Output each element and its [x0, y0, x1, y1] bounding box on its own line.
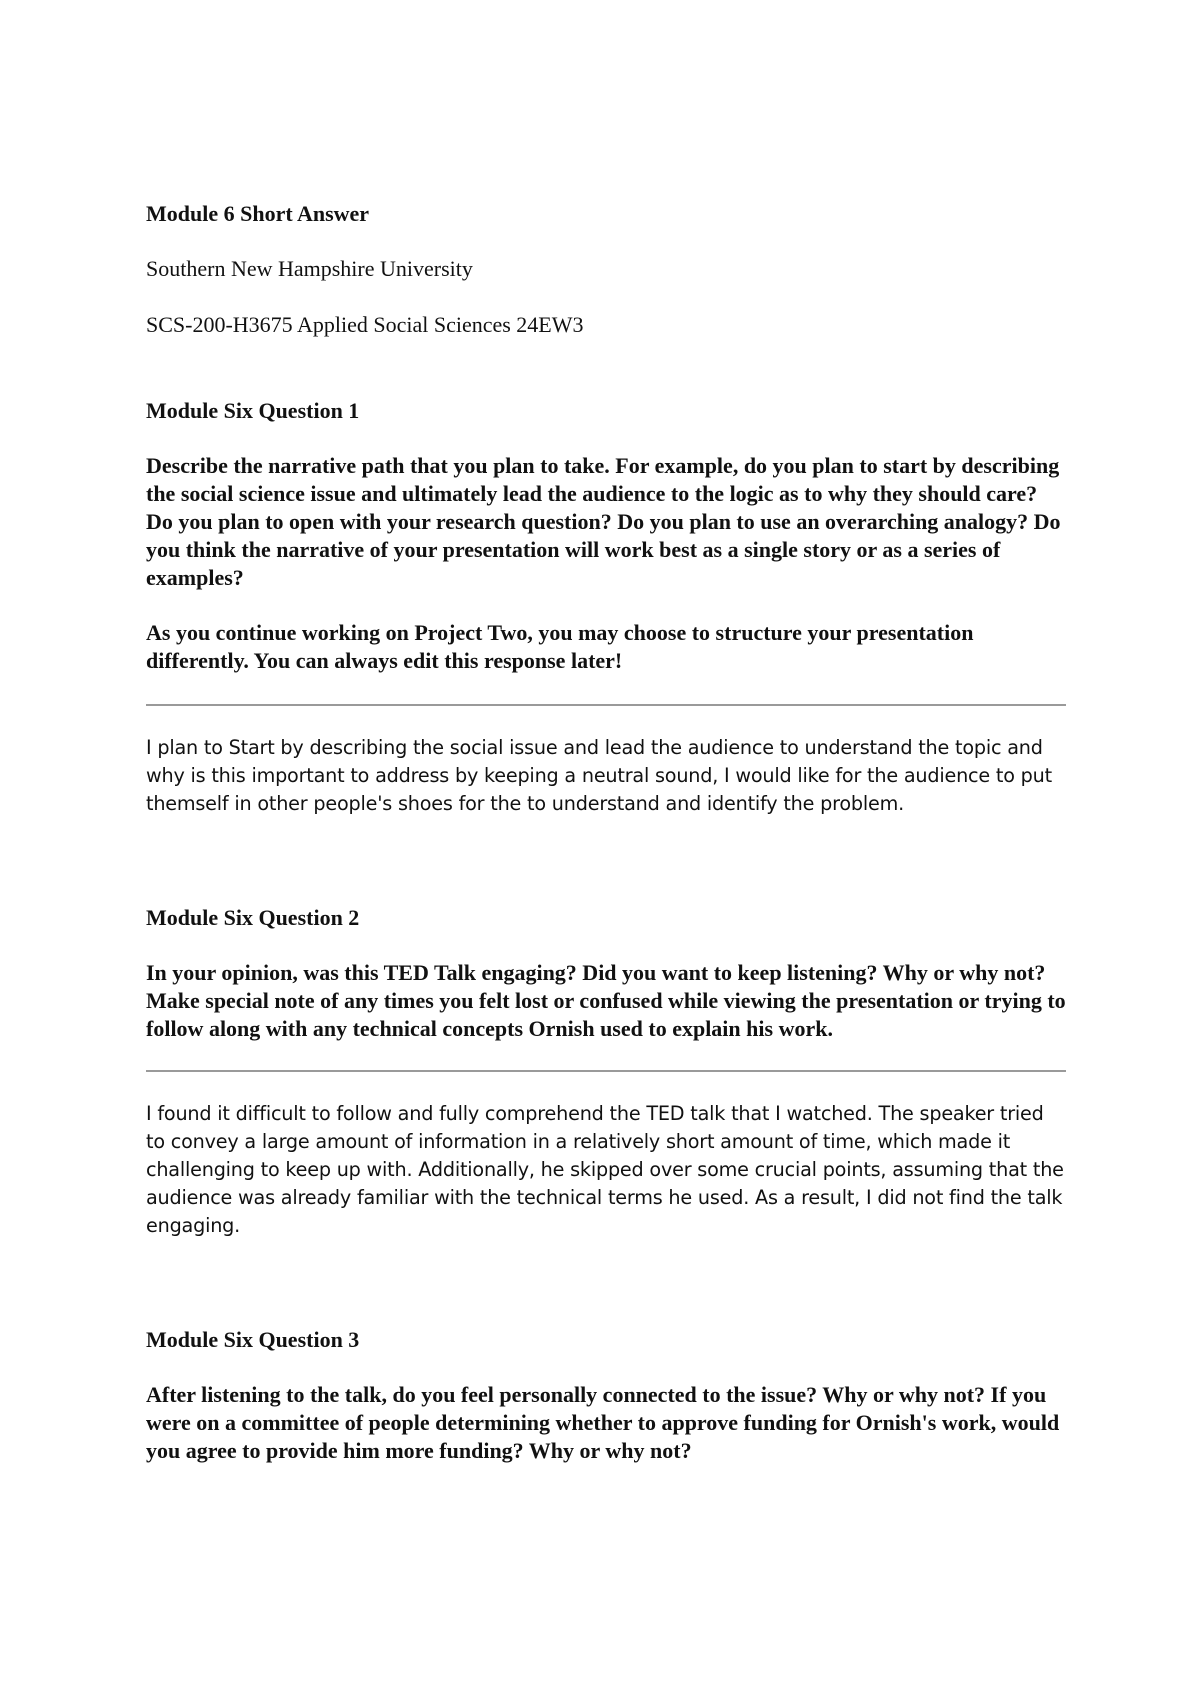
answer-divider-2 [146, 1070, 1066, 1072]
question-1-note: As you continue working on Project Two, you may choose to structure your presentation differently. You can always edit this response later! [146, 620, 974, 673]
question-2-prompt: In your opinion, was this TED Talk engaging? Did you want to keep listening? Why or why not? Make special note of any times you felt lost or confused while viewing the presentation or trying to follow along with any technical concepts Ornish used to explain his work. [146, 960, 1066, 1041]
document-title: Module 6 Short Answer [146, 201, 370, 226]
document-body [146, 200, 1066, 1465]
question-2-answer: I found it difficult to follow and fully comprehend the TED talk that I watched. The speaker tried to convey a large amount of information in a relatively short amount of time, which made it challenging to keep up with. Additionally, he skipped over some crucial points, assuming that the audience was already familiar with the technical terms he used. As a result, I did not find the talk engaging. [146, 1102, 1064, 1237]
question-3-prompt: After listening to the talk, do you feel personally connected to the issue? Why or why not? If you were on a committee of people determining whether to approve funding for Ornish's work, would you agree to provide him more funding? Why or why not? [146, 1382, 1060, 1463]
question-3-heading: Module Six Question 3 [146, 1327, 360, 1352]
question-2-section [146, 904, 1066, 1240]
question-1-section [146, 397, 1066, 818]
question-2-heading: Module Six Question 2 [146, 905, 360, 930]
question-1-heading: Module Six Question 1 [146, 398, 360, 423]
answer-divider-1 [146, 704, 1066, 706]
question-1-prompt: Describe the narrative path that you plan to take. For example, do you plan to start by describing the social science issue and ultimately lead the audience to the logic as to why they should care? Do you plan to open with your research question? Do you plan to use an overarching analogy? Do you think the narrative of your presentation will work best as a single story or as a series of examples? [146, 453, 1061, 590]
question-3-section [146, 1326, 1066, 1465]
course-name: SCS-200-H3675 Applied Social Sciences 24EW3 [146, 312, 584, 337]
question-1-answer: I plan to Start by describing the social issue and lead the audience to understand the topic and why is this important to address by keeping a neutral sound, I would like for the audience to put themself in other people's shoes for the to understand and identify the problem. [146, 736, 1052, 815]
institution-name: Southern New Hampshire University [146, 256, 473, 281]
